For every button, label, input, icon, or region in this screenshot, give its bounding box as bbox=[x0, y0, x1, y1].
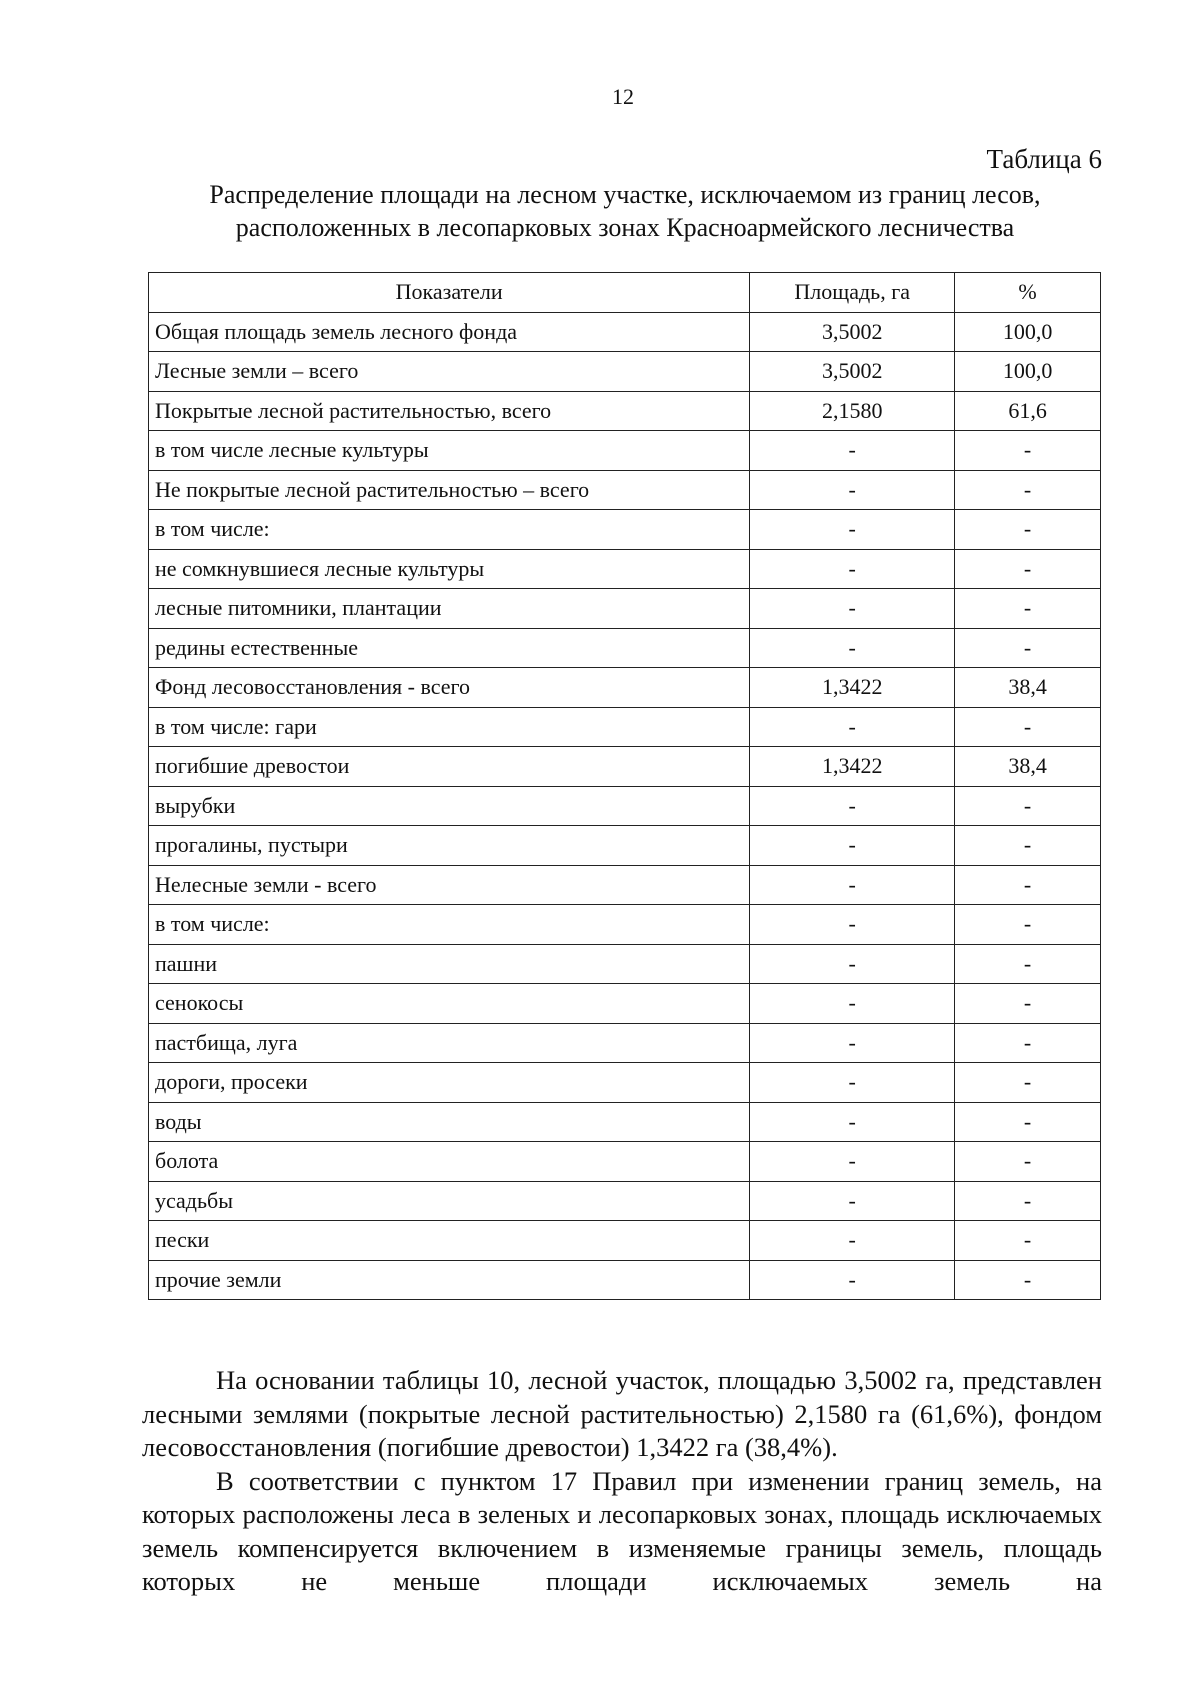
area-cell: - bbox=[750, 826, 955, 866]
percent-cell: - bbox=[955, 905, 1101, 945]
table-header-row bbox=[149, 273, 1101, 313]
percent-cell: 38,4 bbox=[955, 747, 1101, 787]
indicator-cell: погибшие древостои bbox=[149, 747, 750, 787]
table-row bbox=[149, 1023, 1101, 1063]
indicator-cell: не сомкнувшиеся лесные культуры bbox=[149, 549, 750, 589]
area-cell: 3,5002 bbox=[750, 312, 955, 352]
indicator-cell: воды bbox=[149, 1102, 750, 1142]
table-row bbox=[149, 549, 1101, 589]
percent-cell: - bbox=[955, 510, 1101, 550]
indicator-cell: прочие земли bbox=[149, 1260, 750, 1300]
table-row bbox=[149, 1221, 1101, 1261]
percent-cell: - bbox=[955, 470, 1101, 510]
percent-cell: - bbox=[955, 826, 1101, 866]
table-label: Таблица 6 bbox=[986, 144, 1102, 174]
area-cell: - bbox=[750, 1063, 955, 1103]
area-cell: - bbox=[750, 1023, 955, 1063]
area-cell: 1,3422 bbox=[750, 747, 955, 787]
indicator-cell: дороги, просеки bbox=[149, 1063, 750, 1103]
area-cell: - bbox=[750, 865, 955, 905]
header-percent: % bbox=[955, 273, 1101, 313]
percent-cell: - bbox=[955, 1221, 1101, 1261]
area-cell: - bbox=[750, 944, 955, 984]
table-row bbox=[149, 944, 1101, 984]
indicator-cell: Не покрытые лесной растительностью – всего bbox=[149, 470, 750, 510]
area-cell: - bbox=[750, 786, 955, 826]
indicator-cell: Покрытые лесной растительностью, всего bbox=[149, 391, 750, 431]
table-caption-line-1: Распределение площади на лесном участке, исключаемом из границ лесов, bbox=[209, 180, 1041, 209]
table-row bbox=[149, 1063, 1101, 1103]
indicator-cell: вырубки bbox=[149, 786, 750, 826]
indicator-cell: сенокосы bbox=[149, 984, 750, 1024]
percent-cell: - bbox=[955, 1102, 1101, 1142]
indicator-cell: Лесные земли – всего bbox=[149, 352, 750, 392]
percent-cell: - bbox=[955, 1142, 1101, 1182]
table-row bbox=[149, 1102, 1101, 1142]
table-body bbox=[149, 312, 1101, 1300]
percent-cell: - bbox=[955, 1181, 1101, 1221]
indicator-cell: в том числе: bbox=[149, 510, 750, 550]
indicator-cell: в том числе: bbox=[149, 905, 750, 945]
percent-cell: 100,0 bbox=[955, 352, 1101, 392]
table-row bbox=[149, 1181, 1101, 1221]
indicator-cell: пашни bbox=[149, 944, 750, 984]
percent-cell: - bbox=[955, 707, 1101, 747]
indicator-cell: Общая площадь земель лесного фонда bbox=[149, 312, 750, 352]
table-row bbox=[149, 865, 1101, 905]
page-number: 12 bbox=[612, 84, 634, 109]
table-row bbox=[149, 668, 1101, 708]
percent-cell: - bbox=[955, 589, 1101, 629]
area-cell: 2,1580 bbox=[750, 391, 955, 431]
table-row bbox=[149, 589, 1101, 629]
indicator-cell: Нелесные земли - всего bbox=[149, 865, 750, 905]
land-distribution-table bbox=[148, 272, 1101, 1300]
table-row bbox=[149, 628, 1101, 668]
area-cell: 3,5002 bbox=[750, 352, 955, 392]
percent-cell: - bbox=[955, 431, 1101, 471]
area-cell: - bbox=[750, 628, 955, 668]
area-cell: - bbox=[750, 1142, 955, 1182]
area-cell: - bbox=[750, 1102, 955, 1142]
paragraph-2: В соответствии с пунктом 17 Правил при изменении границ земель, на которых расположены леса в зеленых и лесопарковых зонах, площадь исключаемых земель компенсируется включением в изменяемые границы земель, площадь которых не меньше площади исключаемых земель на bbox=[142, 1465, 1102, 1596]
area-cell: - bbox=[750, 470, 955, 510]
percent-cell: - bbox=[955, 628, 1101, 668]
table-row bbox=[149, 312, 1101, 352]
area-cell: - bbox=[750, 1260, 955, 1300]
table-row bbox=[149, 510, 1101, 550]
table-row bbox=[149, 707, 1101, 747]
percent-cell: - bbox=[955, 1023, 1101, 1063]
header-indicators: Показатели bbox=[149, 273, 750, 313]
indicator-cell: пастбища, луга bbox=[149, 1023, 750, 1063]
indicator-cell: лесные питомники, плантации bbox=[149, 589, 750, 629]
percent-cell: - bbox=[955, 944, 1101, 984]
table-row bbox=[149, 747, 1101, 787]
area-cell: - bbox=[750, 431, 955, 471]
table-row bbox=[149, 391, 1101, 431]
percent-cell: 38,4 bbox=[955, 668, 1101, 708]
table-row bbox=[149, 470, 1101, 510]
table-row bbox=[149, 1260, 1101, 1300]
indicator-cell: редины естественные bbox=[149, 628, 750, 668]
paragraph-1: На основании таблицы 10, лесной участок, площадью 3,5002 га, представлен лесными землями (покрытые лесной растительностью) 2,1580 га (61,6%), фондом лесовосстановления (погибшие древостои) 1,3422 га (38,4%). bbox=[142, 1365, 1102, 1462]
area-cell: 1,3422 bbox=[750, 668, 955, 708]
area-cell: - bbox=[750, 589, 955, 629]
percent-cell: 61,6 bbox=[955, 391, 1101, 431]
indicator-cell: болота bbox=[149, 1142, 750, 1182]
area-cell: - bbox=[750, 549, 955, 589]
table-row bbox=[149, 786, 1101, 826]
area-cell: - bbox=[750, 984, 955, 1024]
table-row bbox=[149, 826, 1101, 866]
percent-cell: - bbox=[955, 984, 1101, 1024]
indicator-cell: Фонд лесовосстановления - всего bbox=[149, 668, 750, 708]
header-area: Площадь, га bbox=[750, 273, 955, 313]
percent-cell: - bbox=[955, 1260, 1101, 1300]
table-row bbox=[149, 431, 1101, 471]
percent-cell: 100,0 bbox=[955, 312, 1101, 352]
table-row bbox=[149, 1142, 1101, 1182]
indicator-cell: усадьбы bbox=[149, 1181, 750, 1221]
area-cell: - bbox=[750, 707, 955, 747]
percent-cell: - bbox=[955, 549, 1101, 589]
indicator-cell: в том числе лесные культуры bbox=[149, 431, 750, 471]
indicator-cell: прогалины, пустыри bbox=[149, 826, 750, 866]
table-row bbox=[149, 905, 1101, 945]
area-cell: - bbox=[750, 1221, 955, 1261]
indicator-cell: пески bbox=[149, 1221, 750, 1261]
area-cell: - bbox=[750, 905, 955, 945]
table-row bbox=[149, 352, 1101, 392]
area-cell: - bbox=[750, 1181, 955, 1221]
area-cell: - bbox=[750, 510, 955, 550]
percent-cell: - bbox=[955, 786, 1101, 826]
indicator-cell: в том числе: гари bbox=[149, 707, 750, 747]
table-caption-line-2: расположенных в лесопарковых зонах Красноармейского лесничества bbox=[235, 213, 1015, 242]
percent-cell: - bbox=[955, 865, 1101, 905]
percent-cell: - bbox=[955, 1063, 1101, 1103]
body-text bbox=[142, 1364, 1102, 1599]
table-row bbox=[149, 984, 1101, 1024]
table-caption bbox=[150, 178, 1100, 244]
